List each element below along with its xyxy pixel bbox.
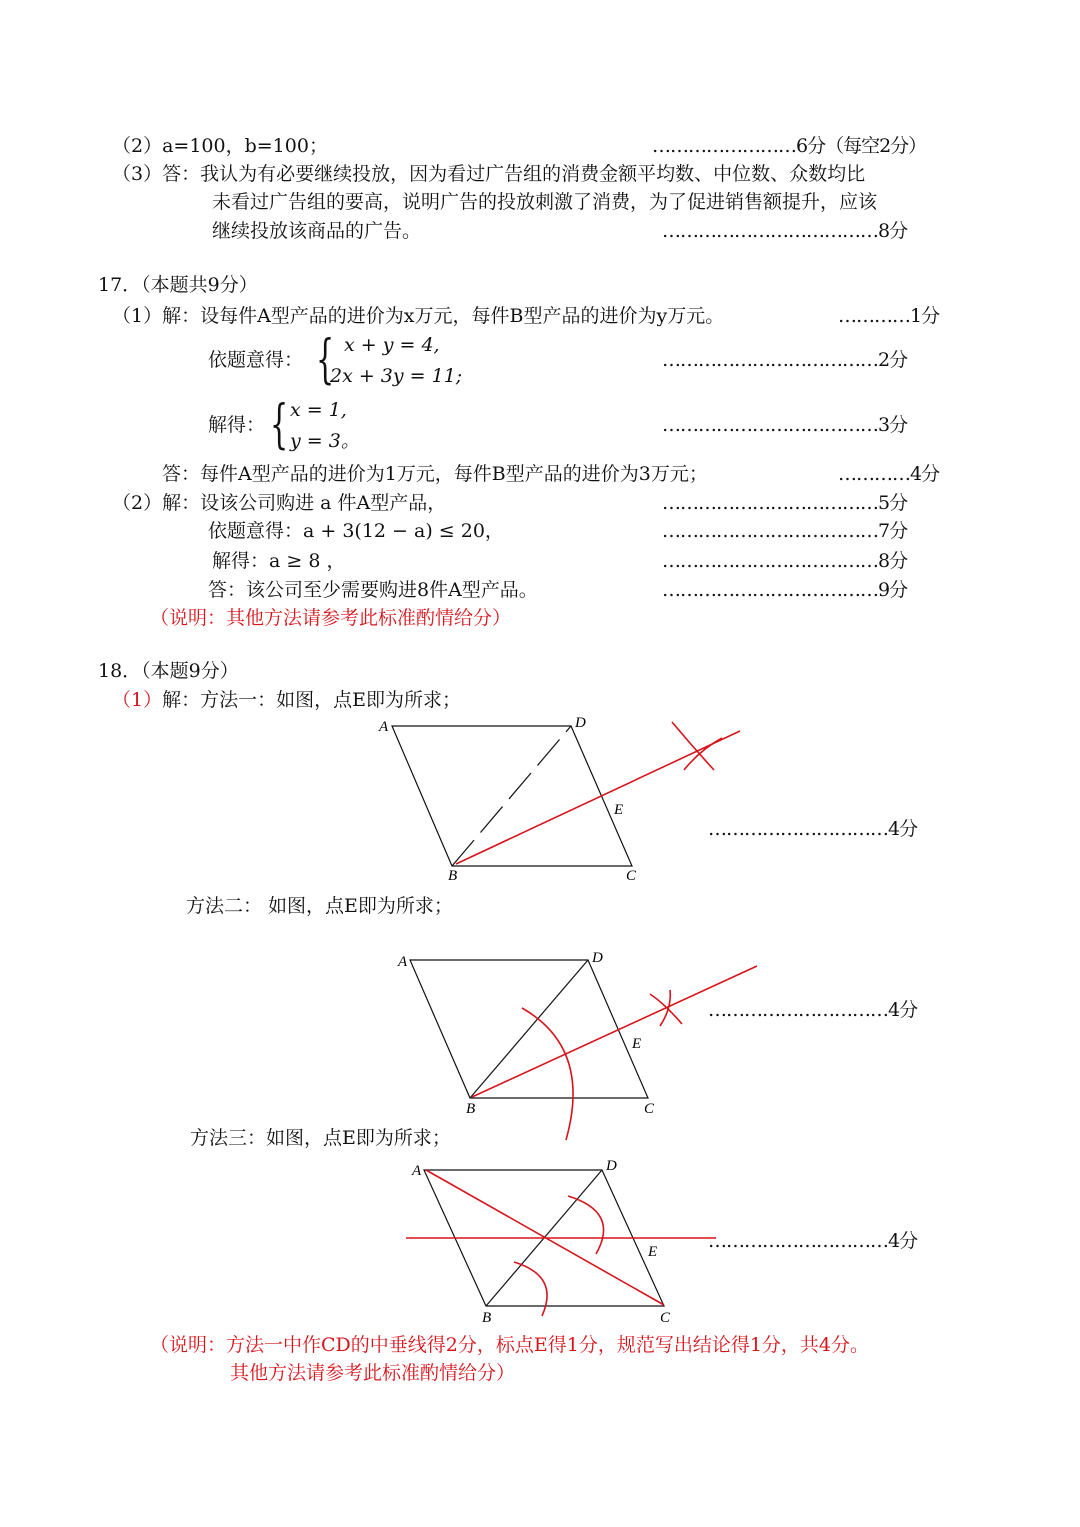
q17-eq-label: 依题意得： [208, 349, 304, 371]
q17-p2-eq-score: ………………………………7分 [662, 520, 908, 542]
q17-sol-label: 解得： [208, 414, 266, 436]
q17-sol-brace: { [270, 395, 289, 455]
fig2-label-D: D [592, 950, 603, 966]
fig1-label-B: B [448, 868, 458, 884]
q18-m2-label: 方法二： 如图，点E即为所求； [186, 895, 453, 917]
q17-p2-sol: 解得：a ≥ 8 ， [212, 550, 346, 572]
part3-line2: 未看过广告组的要高，说明广告的投放刺激了消费，为了促进销售额提升，应该 [212, 191, 878, 213]
fig1-label-D: D [575, 715, 586, 731]
q18-m1-label-red: （1） [112, 689, 163, 711]
q18-m2-score: …………………………4分 [708, 999, 918, 1021]
fig2-label-E: E [632, 1036, 642, 1052]
part2-text: （2）a=100，b=100； [112, 135, 328, 157]
q17-heading: 17．（本题共9分） [98, 274, 258, 296]
q17-p2-ans-score: ………………………………9分 [662, 579, 908, 601]
q18-m1-score: …………………………4分 [708, 818, 918, 840]
q17-p2-score: ………………………………5分 [662, 492, 908, 514]
part3-line3: 继续投放该商品的广告。 [212, 220, 422, 242]
q18-m3-score: …………………………4分 [708, 1230, 918, 1252]
q17-p2-text: （2）解：设该公司购进 a 件A型产品， [112, 492, 447, 514]
q17-sol1: x = 1, [290, 399, 347, 421]
q17-p2-sol-score: ………………………………8分 [662, 550, 908, 572]
fig2-label-B: B [466, 1101, 476, 1117]
q17-p2-eq: 依题意得：a + 3(12 − a) ≤ 20， [208, 520, 504, 542]
q17-p2-ans: 答：该公司至少需要购进8件A型产品。 [208, 579, 538, 601]
q17-ans1-text: 答：每件A型产品的进价为1万元，每件B型产品的进价为3万元； [162, 463, 708, 485]
q17-note: （说明：其他方法请参考此标准酌情给分） [150, 607, 512, 629]
q18-note2: 其他方法请参考此标准酌情给分） [230, 1362, 516, 1384]
part2-score: ……………………6分（每空2分） [652, 135, 927, 157]
q17-p1-score: …………1分 [838, 305, 940, 327]
q18-heading: 18．（本题9分） [98, 660, 239, 682]
fig1-label-E: E [614, 802, 624, 818]
fig1-label-C: C [626, 868, 637, 884]
q18-m1-label: 解：方法一：如图，点E即为所求； [162, 689, 461, 711]
q17-eq-brace: { [316, 330, 335, 390]
q18-m3-label: 方法三：如图，点E即为所求； [190, 1127, 451, 1149]
q17-p1-text: （1）解：设每件A型产品的进价为x万元，每件B型产品的进价为y万元。 [112, 305, 725, 327]
q17-eq1: x + y = 4, [344, 334, 440, 356]
q17-eq-score: ………………………………2分 [662, 349, 908, 371]
fig3-label-B: B [482, 1310, 492, 1326]
part3-line1: （3）答：我认为有必要继续投放，因为看过广告组的消费金额平均数、中位数、众数均比 [112, 163, 866, 185]
fig3-label-C: C [660, 1310, 671, 1326]
q17-sol2: y = 3。 [290, 430, 360, 452]
q17-eq2: 2x + 3y = 11; [330, 365, 463, 387]
part3-score: ………………………………8分 [662, 220, 908, 242]
q17-sol-score: ………………………………3分 [662, 414, 908, 436]
q17-ans1-score: …………4分 [838, 463, 940, 485]
fig3-label-E: E [648, 1244, 658, 1260]
fig3-label-A: A [412, 1163, 422, 1179]
fig1-label-A: A [379, 719, 389, 735]
fig2-label-A: A [398, 954, 408, 970]
fig2-label-C: C [644, 1101, 655, 1117]
q18-note1: （说明：方法一中作CD的中垂线得2分，标点E得1分，规范写出结论得1分，共4分。 [150, 1334, 869, 1356]
fig3-label-D: D [606, 1158, 617, 1174]
